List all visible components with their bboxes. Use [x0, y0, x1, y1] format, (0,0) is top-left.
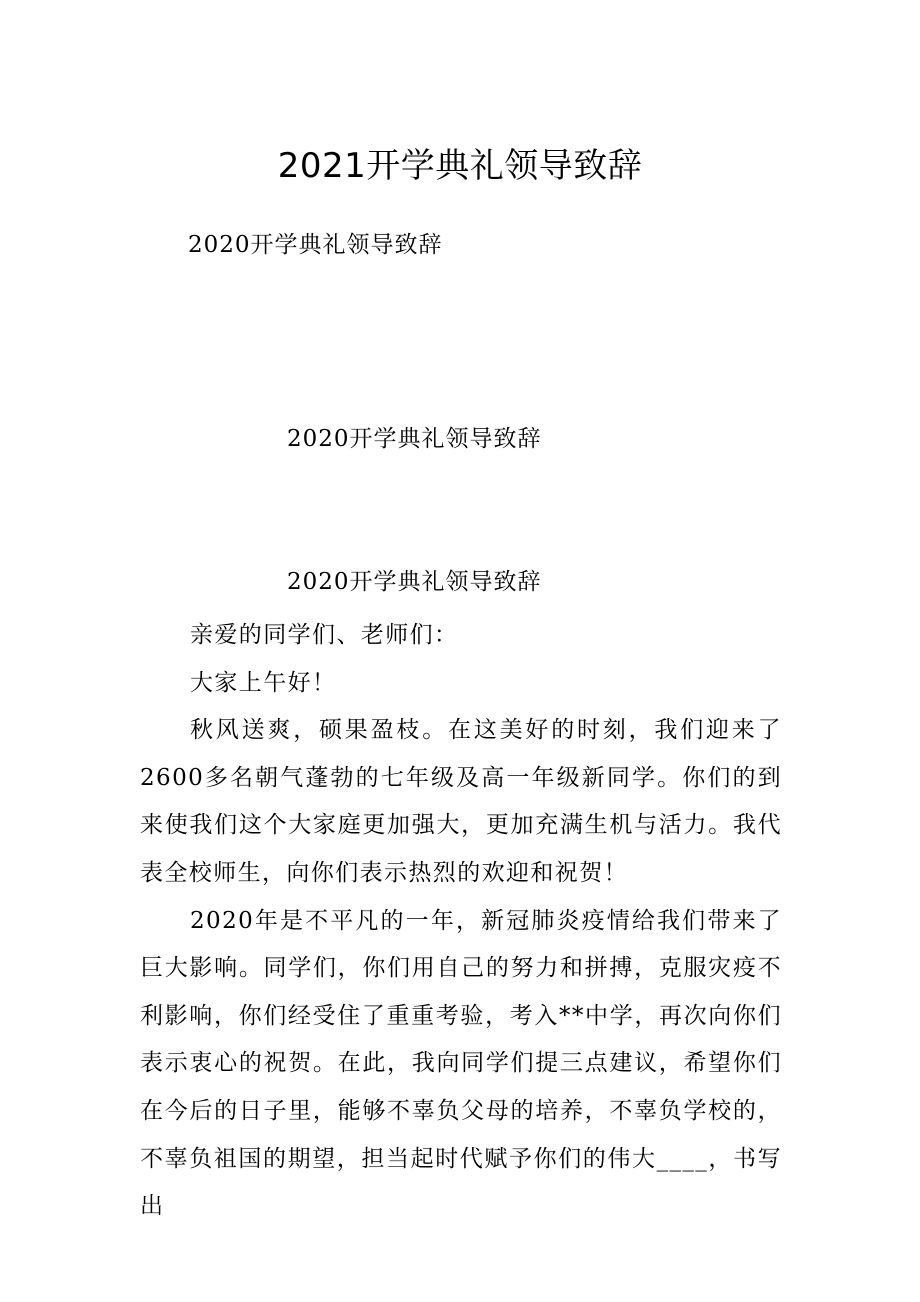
- salutation-paragraph: 大家上午好！: [190, 669, 337, 696]
- advice-paragraph: 2020年是不平凡的一年，新冠肺炎疫情给我们带来了巨大影响。同学们，你们用自己的努力和拼搏，克服灾疫不利影响，你们经受住了重重考验，考入**中学，再次向你们表示衷心的祝贺。在此，我向同学们提三点建议，希望你们在今后的日子里，能够不辜负父母的培养，不辜负学校的，不辜负祖国的期望，担当起时代赋予你们的伟大____，书写出: [140, 907, 782, 1220]
- speech-body: [140, 612, 782, 1231]
- subtitle-1: 2020开学典礼领导致辞: [188, 232, 443, 258]
- welcome-paragraph: 秋风送爽，硕果盈枝。在这美好的时刻，我们迎来了2600多名朝气蓬勃的七年级及高一年级新同学。你们的到来使我们这个大家庭更加强大，更加充满生机与活力。我代表全校师生，向你们表示热烈的欢迎和祝贺！: [140, 717, 782, 886]
- page-title: 2021开学典礼领导致辞: [277, 146, 643, 186]
- subtitle-3: 2020开学典礼领导致辞: [287, 569, 542, 595]
- greeting-paragraph: 亲爱的同学们、老师们：: [190, 622, 459, 648]
- subtitle-2: 2020开学典礼领导致辞: [287, 426, 542, 452]
